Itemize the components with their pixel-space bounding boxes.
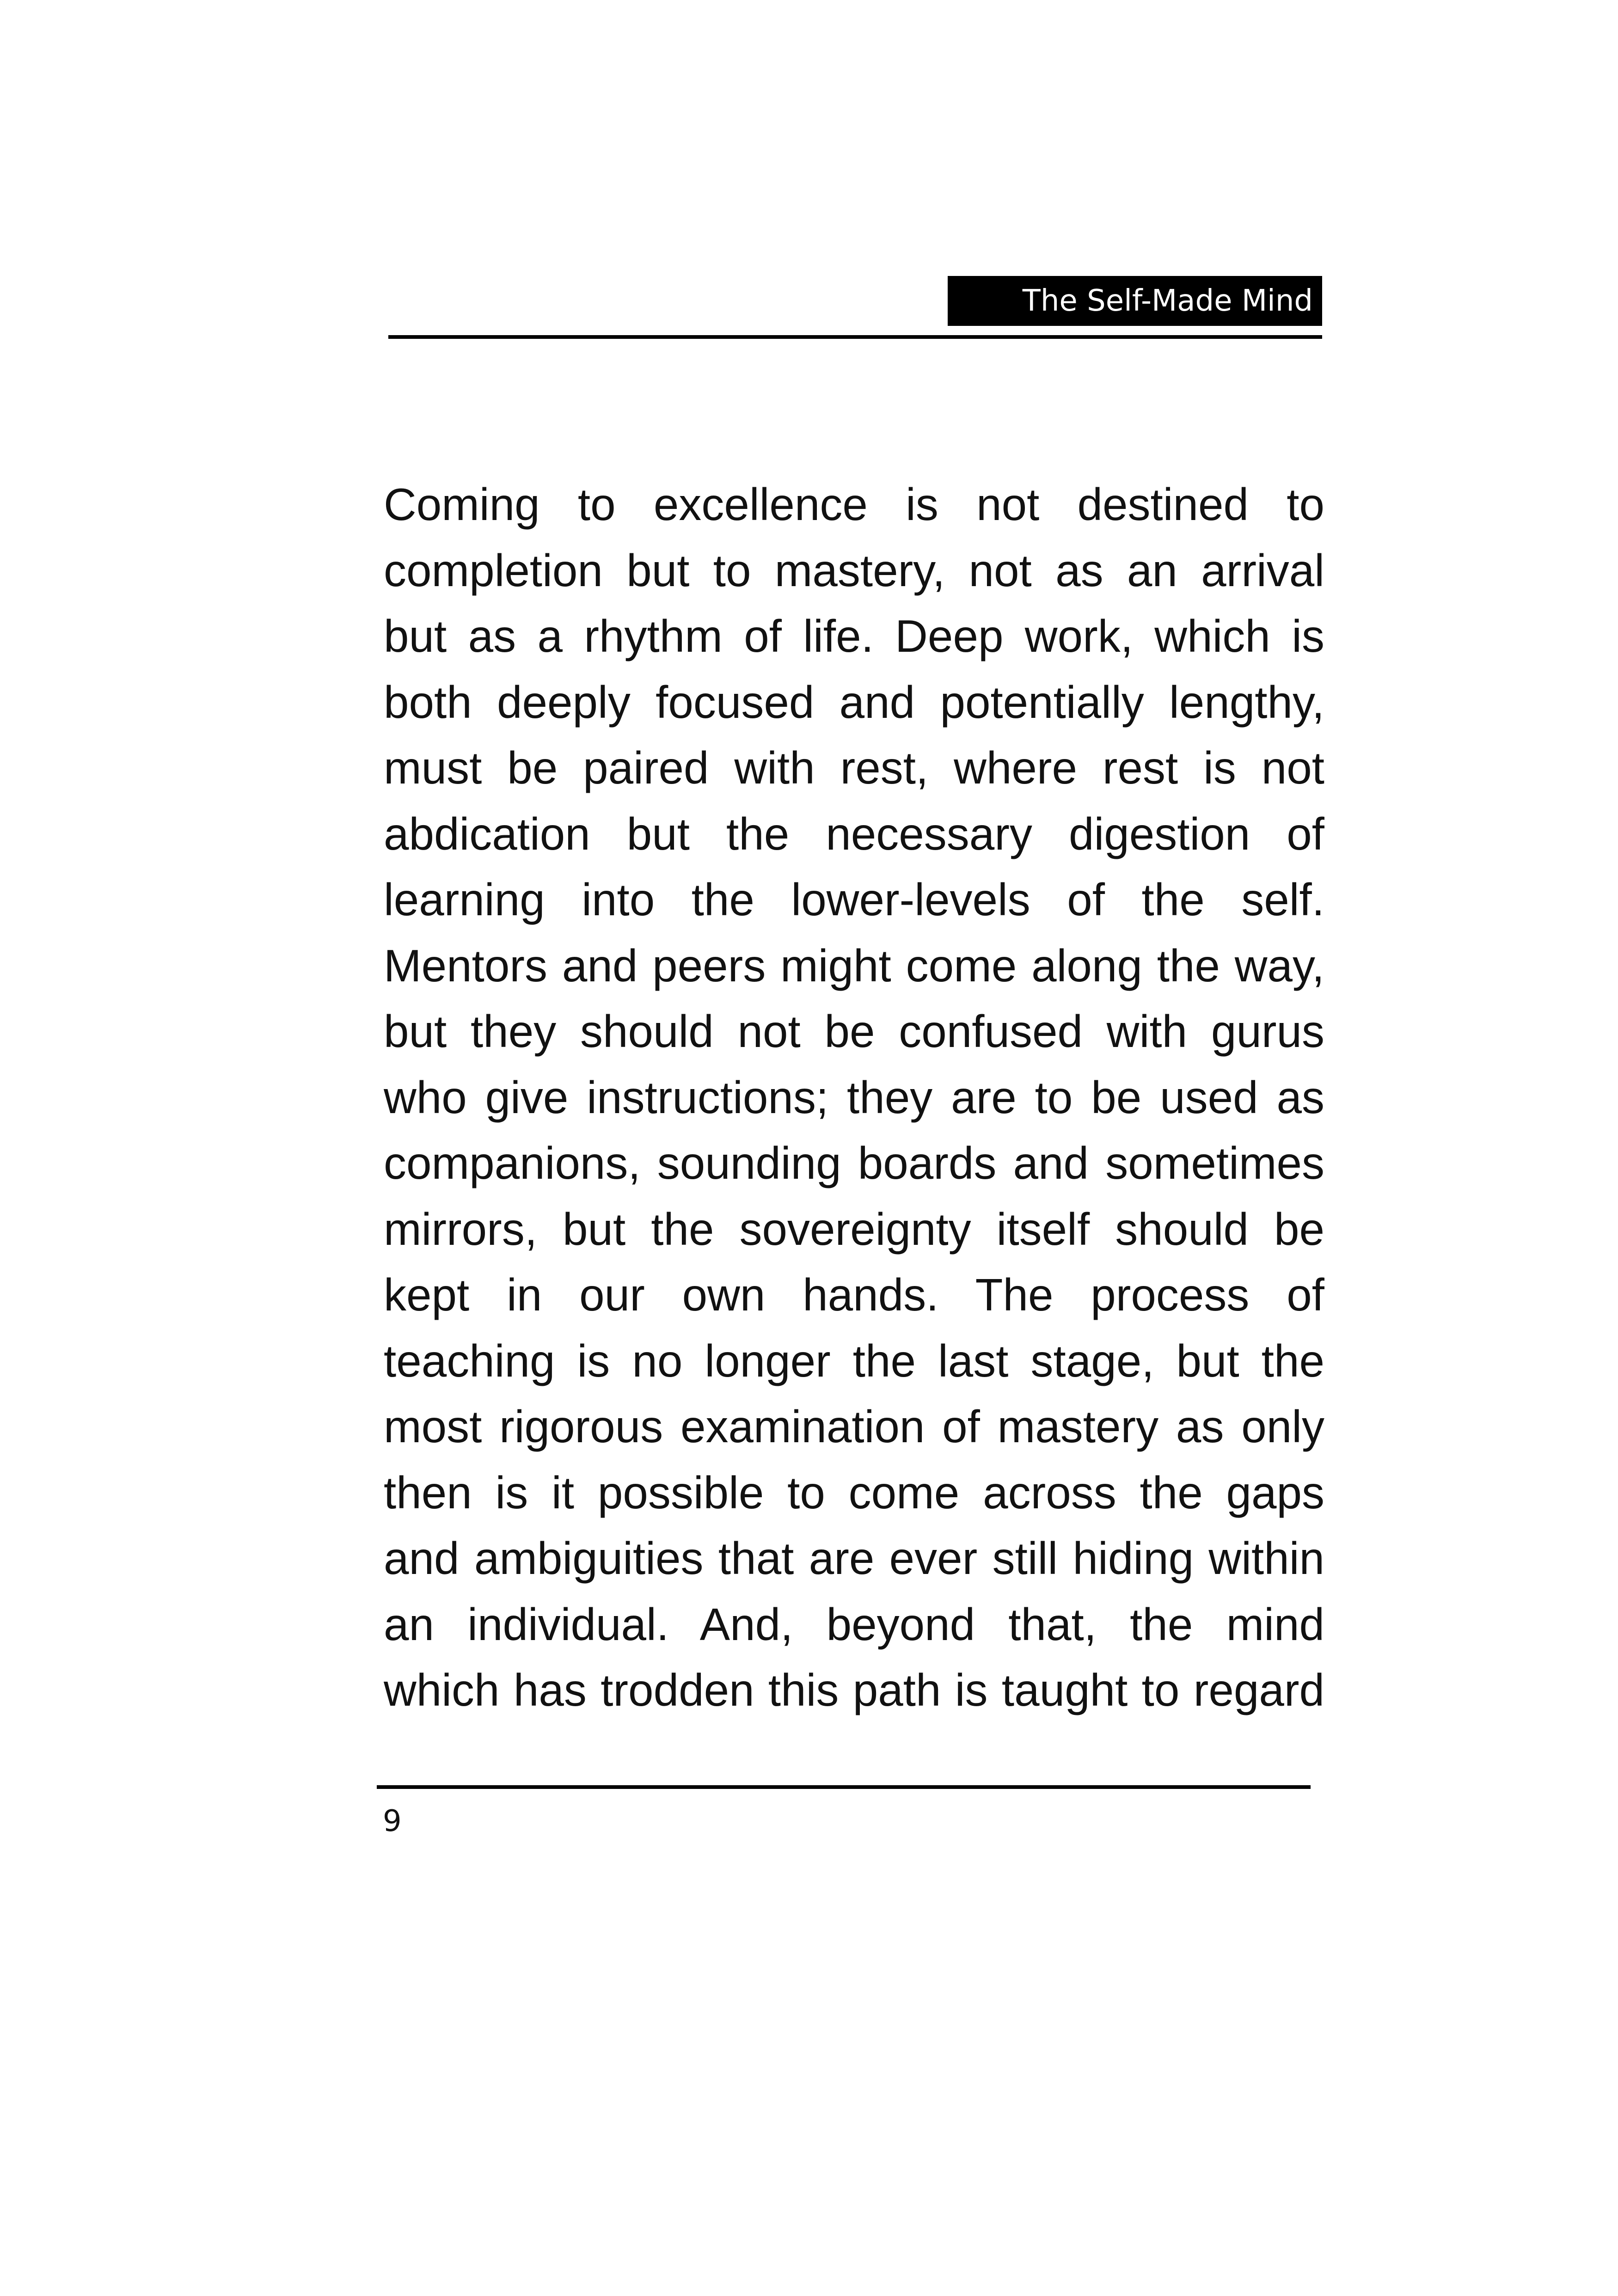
- text-line: kept in our own hands. The process of: [384, 1269, 1324, 1320]
- text-line: mirrors, but the sovereignty itself should be: [384, 1203, 1324, 1255]
- text-line: but they should not be confused with gurus: [384, 1006, 1324, 1057]
- text-line: Coming to excellence is not destined to: [384, 479, 1324, 530]
- text-line: an individual. And, beyond that, the mind: [384, 1598, 1324, 1650]
- text-line: most rigorous examination of mastery as only: [384, 1401, 1324, 1452]
- text-line: but as a rhythm of life. Deep work, which is: [384, 611, 1324, 661]
- text-line: completion but to mastery, not as an arrival: [384, 545, 1324, 596]
- body-paragraph: [384, 471, 1324, 1747]
- text-line: companions, sounding boards and sometimes: [384, 1138, 1324, 1188]
- text-line: which has trodden this path is taught to regard: [384, 1665, 1324, 1715]
- text-line: and ambiguities that are ever still hiding within: [384, 1533, 1324, 1584]
- text-line: who give instructions; they are to be used as: [384, 1071, 1324, 1123]
- text-line: both deeply focused and potentially lengthy,: [384, 676, 1324, 728]
- page-number: 9: [383, 1804, 402, 1838]
- running-header-title: The Self-Made Mind: [948, 276, 1322, 326]
- text-line: then is it possible to come across the gaps: [384, 1467, 1324, 1518]
- text-line: must be paired with rest, where rest is not: [384, 742, 1324, 793]
- text-line: Mentors and peers might come along the way,: [384, 940, 1324, 991]
- text-line: abdication but the necessary digestion of: [384, 808, 1324, 859]
- text-line: teaching is no longer the last stage, but the: [384, 1335, 1324, 1386]
- footer-divider: [377, 1785, 1311, 1789]
- header-divider: [388, 335, 1322, 339]
- text-line: learning into the lower-levels of the self.: [384, 874, 1324, 925]
